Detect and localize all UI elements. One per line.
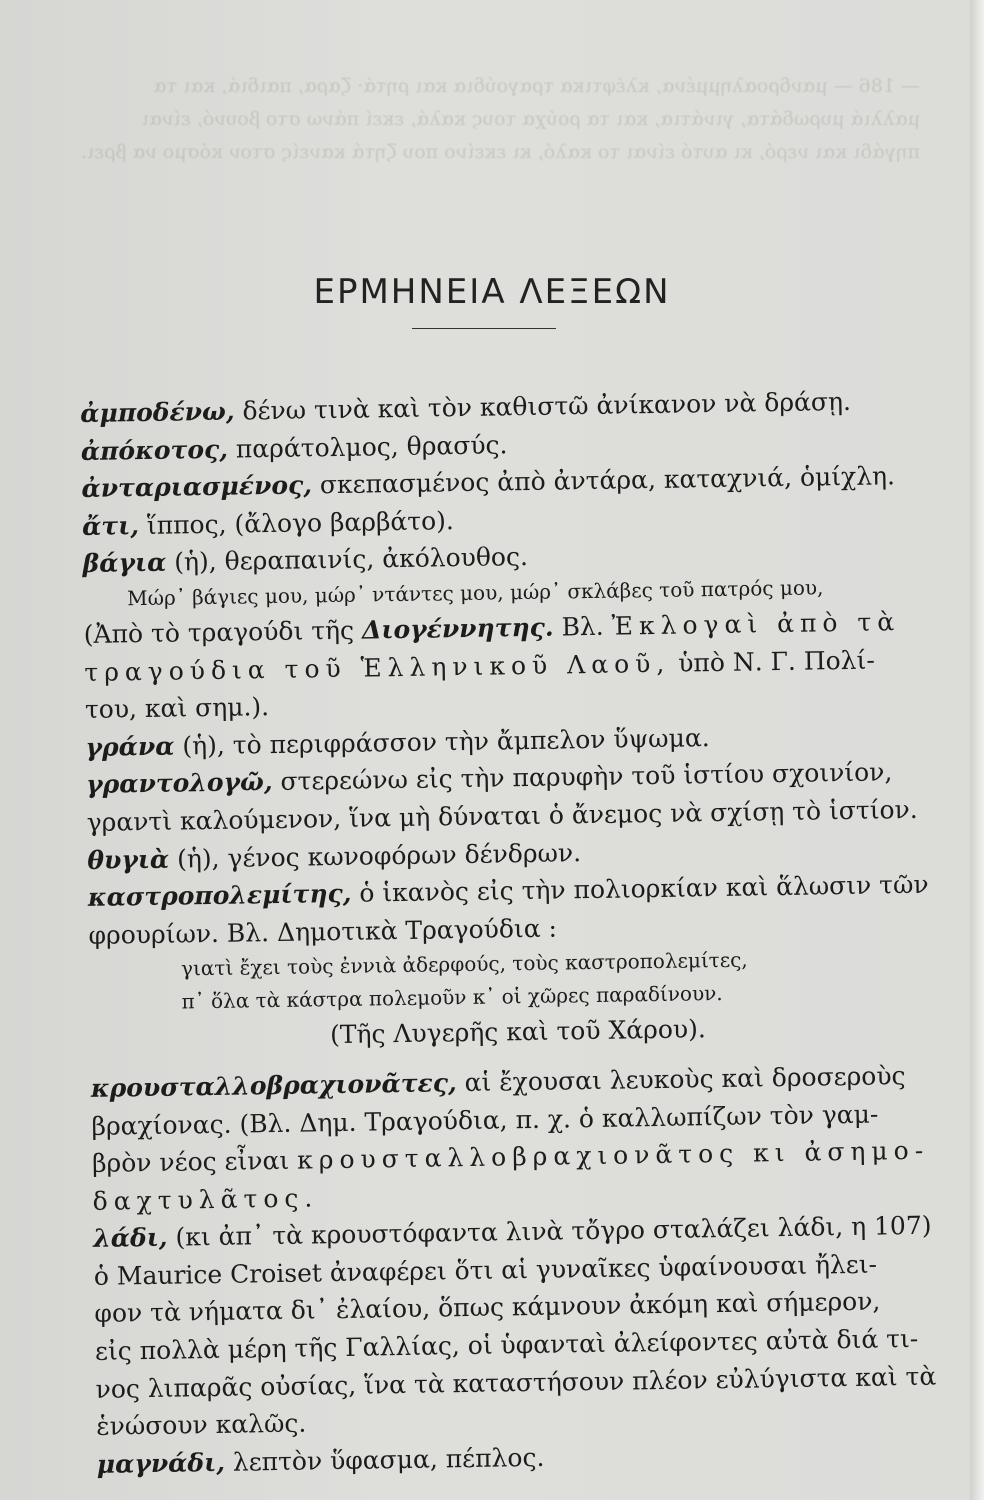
spaced-title: δαχτυλᾶτος. — [92, 1183, 319, 1216]
definition-text: γραντὶ καλούμενον, ἵνα μὴ δύναται ὁ ἄνεμος νὰ σχίσῃ τὸ ἱστίον. — [86, 794, 918, 837]
page-title: ΕΡΜΗΝΕΙΑ ΛΕΞΕΩΝ — [313, 272, 671, 312]
definition-text: (Τῆς Λυγερῆς καὶ τοῦ Χάρου). — [329, 1014, 706, 1050]
definition-text: (Ἀπὸ τὸ τραγούδι τῆς — [83, 615, 363, 649]
bleed-through-text: — 186 — μανδροαλημμένα, κλέφτικα τραγούδια και ρητά· ζαρα, παιδιά, και τα μαλλιά μυρωδάτα, γινάτια, και τα ρούχα τους καλά, εκεί πάνω στο βουνό, είναι πηγάδι και νερό, κι αυτό είναι το καλό, κι εκείνο που ζητά κανείς στον κόσμο να βρει. — [80, 75, 920, 163]
definition-text: βραχίονας. (Βλ. Δημ. Τραγούδια, π. χ. ὁ καλλωπίζων τὸν γαμ- — [91, 1099, 879, 1141]
definition-text: φρουρίων. Βλ. Δημοτικὰ Τραγούδια : — [88, 913, 558, 950]
definition-text: (ἡ), τὸ περιφράσσον τὴν ἄμπελον ὕψωμα. — [174, 722, 710, 761]
headword: κρουσταλλοβραχιονᾶτες, — [90, 1068, 457, 1103]
spaced-title: Ἐκλογαὶ ἀπὸ τὰ — [611, 607, 901, 641]
definition-text: του, καὶ σημ.). — [84, 692, 270, 725]
headword: γραντολογῶ, — [85, 767, 273, 800]
headword: θυγιὰ — [87, 844, 170, 875]
definition-text: στερεώνω εἰς τὴν παρυφὴν τοῦ ἱστίου σχοινίον, — [272, 757, 893, 797]
definition-text: σκεπασμένος ἀπὸ ἀντάρα, καταχνιά, ὁμίχλη. — [311, 461, 896, 500]
definition-text: νος λιπαρᾶς οὐσίας, ἵνα τὰ καταστήσουν πλέον εὐλύγιστα καὶ τὰ — [95, 1361, 937, 1404]
title-rule — [412, 328, 556, 329]
definition-text: (κι ἀπ᾽ τὰ κρουστόφαντα λινὰ τὄγρο σταλάζει λάδι, η 107) — [167, 1211, 932, 1253]
definition-text: π᾽ ὅλα τὰ κάστρα πολεμοῦν κ᾽ οἱ χῶρες παραδίνουν. — [181, 981, 723, 1014]
headword: ἀπόκοτος, — [80, 434, 229, 466]
definition-text: Βλ. — [553, 611, 612, 642]
headword: καστροπολεμίτης, — [87, 878, 352, 913]
definition-text: βρὸν νέος εἶναι — [91, 1145, 298, 1178]
headword: ἀνταριασμένος, — [81, 470, 313, 504]
spaced-title: τραγούδια τοῦ Ἑλληνικοῦ Λαοῦ, — [84, 648, 671, 687]
headword: λάδι, — [93, 1223, 168, 1254]
definition-text: ὁ ἱκανὸς εἰς τὴν πολιορκίαν καὶ ἅλωσιν τῶν — [351, 869, 929, 908]
spaced-title: κρουσταλλοβραχιονᾶτος κι ἀσημο- — [296, 1135, 930, 1175]
headword: ἀμποδένω, — [80, 396, 235, 428]
headword: βάγια — [82, 548, 167, 579]
definition-text: (ἡ), θεραπαινίς, ἀκόλουθος. — [166, 542, 529, 578]
definition-text: παράτολμος, θρασύς. — [227, 429, 508, 464]
page-edge — [970, 0, 984, 1500]
headword: ἄτι, — [81, 510, 140, 541]
definition-text: Μώρ᾽ βάγιες μου, μώρ᾽ ντάντες μου, μώρ᾽ σκλάβες τοῦ πατρός μου, — [127, 575, 824, 611]
headword: γράνα — [85, 731, 175, 762]
definition-text: ἑνώσουν καλῶς. — [95, 1408, 307, 1442]
definition-text: φον τὰ νήματα δι᾽ ἐλαίου, ὅπως κάμνουν ἀκόμη καὶ σήμερον, — [94, 1287, 881, 1329]
definition-text: εἰς πολλὰ μέρη τῆς Γαλλίας, οἱ ὑφανταὶ ἀλείφοντες αὐτὰ διά τι- — [94, 1324, 919, 1366]
definition-text: ἵππος, (ἄλογο βαρβάτο). — [138, 505, 455, 540]
definition-text: ὁ Maurice Croiset ἀναφέρει ὅτι αἱ γυναῖκες ὑφαίνουσαι ἤλει- — [93, 1249, 878, 1291]
definition-text: λεπτὸν ὕφασμα, πέπλος. — [224, 1442, 545, 1477]
definition-text: δένω τινὰ καὶ τὸν καθιστῶ ἀνίκανον νὰ δράσῃ. — [234, 386, 852, 426]
definition-text: ὑπὸ Ν. Γ. Πολί- — [670, 645, 875, 678]
headword: Διογέννητης. — [361, 612, 554, 645]
glossary-body — [80, 382, 937, 1483]
definition-text: (ἡ), γένος κωνοφόρων δένδρων. — [168, 837, 582, 874]
definition-text: γιατὶ ἔχει τοὺς ἐννιὰ ἀδερφούς, τοὺς καστροπολεμίτες, — [180, 947, 748, 981]
headword: μαγνάδι, — [96, 1447, 226, 1479]
definition-text: αἱ ἔχουσαι λευκοὺς καὶ δροσεροὺς — [456, 1061, 906, 1098]
